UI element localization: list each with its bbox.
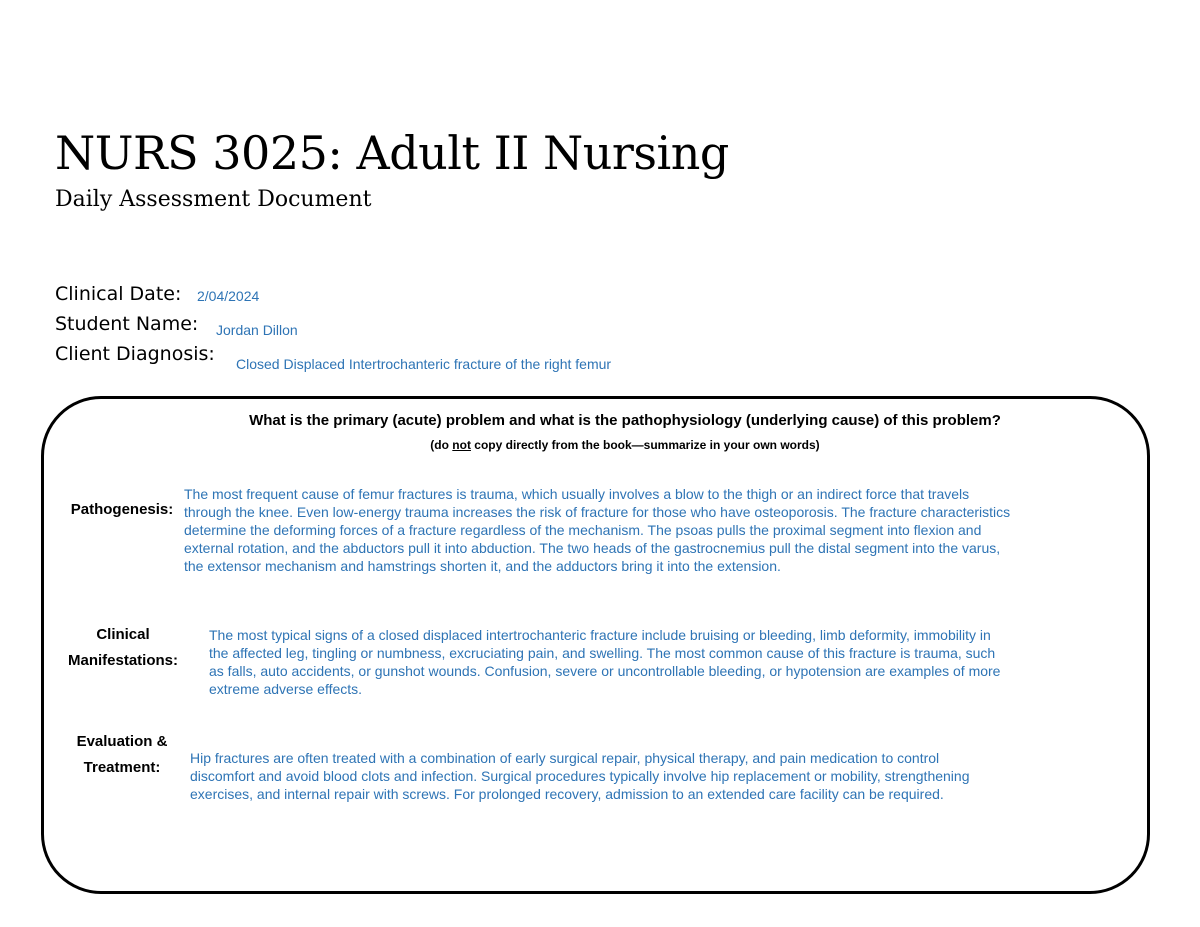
- treatment-label-line2: Treatment:: [83, 759, 161, 776]
- student-name-value: Jordan Dillon: [216, 322, 298, 338]
- summarize-instruction: [41, 437, 1200, 453]
- manifestations-text: [209, 626, 1000, 698]
- pathogenesis-label: Pathogenesis:: [70, 501, 174, 518]
- pathogenesis-line: the extensor mechanism and hamstrings shorten it, and the adductors bring it into the extension.: [184, 558, 781, 574]
- manifestations-label: [58, 622, 188, 674]
- pathogenesis-line: external rotation, and the abductors pull it into abduction. The two heads of the gastrocnemius pull the distal segment into the varus,: [184, 540, 1001, 556]
- clinical-date-label: Clinical Date:: [55, 283, 182, 305]
- instruction-emphasis: not: [452, 438, 471, 452]
- treatment-label-line1: Evaluation &: [76, 733, 168, 750]
- manifestations-line: extreme adverse effects.: [209, 681, 363, 697]
- primary-problem-question: What is the primary (acute) problem and what is the pathophysiology (underlying cause) of this problem?: [249, 412, 1001, 429]
- manifestations-label-line1: Clinical: [96, 626, 150, 643]
- pathogenesis-line: The most frequent cause of femur fractures is trauma, which usually involves a blow to the thigh or an indirect force that travels: [184, 486, 970, 502]
- client-diagnosis-label: Client Diagnosis:: [55, 343, 215, 365]
- document-title: NURS 3025: Adult II Nursing: [55, 126, 729, 180]
- treatment-line: Hip fractures are often treated with a combination of early surgical repair, physical therapy, and pain medication to control: [190, 750, 940, 766]
- instruction-prefix: (do: [430, 438, 453, 452]
- client-diagnosis-value: Closed Displaced Intertrochanteric fracture of the right femur: [236, 356, 612, 372]
- manifestations-line: The most typical signs of a closed displaced intertrochanteric fracture include bruising or bleeding, limb deformity, immobility in: [209, 627, 991, 643]
- manifestations-label-line2: Manifestations:: [67, 652, 178, 669]
- treatment-label: [62, 729, 182, 781]
- pathogenesis-text: [184, 485, 1010, 575]
- manifestations-line: the affected leg, tingling or numbness, excruciating pain, and swelling. The most common cause of this fracture is trauma, such: [209, 645, 996, 661]
- instruction-suffix: copy directly from the book—summarize in your own words): [470, 438, 820, 452]
- treatment-line: exercises, and internal repair with screws. For prolonged recovery, admission to an extended care facility can be required.: [190, 786, 944, 802]
- pathogenesis-line: through the knee. Even low-energy trauma increases the risk of fracture for those who have osteoporosis. The fracture characteristics: [184, 504, 1011, 520]
- document-subtitle: Daily Assessment Document: [55, 187, 372, 212]
- student-name-label: Student Name:: [55, 313, 199, 335]
- treatment-text: [190, 749, 970, 803]
- pathogenesis-line: determine the deforming forces of a fracture regardless of the mechanism. The psoas pulls the proximal segment into flexion and: [184, 522, 982, 538]
- treatment-line: discomfort and avoid blood clots and infection. Surgical procedures typically involve hip replacement or mobility, strengthening: [190, 768, 970, 784]
- manifestations-line: as falls, auto accidents, or gunshot wounds. Confusion, severe or uncontrollable bleeding, or hypotension are examples of more: [209, 663, 1001, 679]
- clinical-date-value: 2/04/2024: [197, 288, 260, 304]
